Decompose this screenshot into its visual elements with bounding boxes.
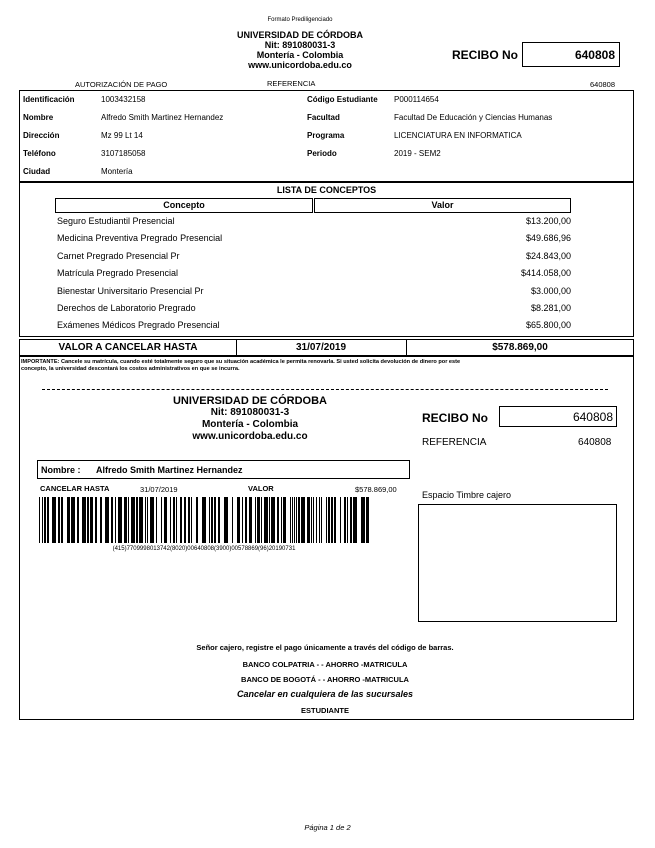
reference-label: REFERENCIA: [267, 79, 316, 88]
barcode-bar: [292, 497, 293, 543]
barcode-bar: [224, 497, 228, 543]
barcode-bar: [196, 497, 198, 543]
barcode-bar: [173, 497, 175, 543]
barcode-bar: [311, 497, 312, 543]
stub-value-amount: $578.869,00: [355, 485, 397, 494]
barcode-bar: [242, 497, 243, 543]
barcode-bar: [176, 497, 177, 543]
info-value: Mz 99 Lt 14: [101, 131, 143, 140]
barcode-bar: [366, 497, 369, 543]
concepts-box: [19, 182, 634, 337]
barcode-bar: [156, 497, 157, 543]
barcode-bar: [321, 497, 322, 543]
barcode-bar: [257, 497, 260, 543]
concept-name: Seguro Estudiantil Presencial: [57, 216, 175, 226]
barcode-bar: [42, 497, 43, 543]
barcode-bar: [39, 497, 40, 543]
barcode-bar: [139, 497, 143, 543]
cashier-stamp-box: [418, 504, 617, 622]
cashier-message: Señor cajero, registre el pago únicamente a través del código de barras.: [196, 643, 454, 652]
barcode-bar: [353, 497, 357, 543]
barcode-bar: [161, 497, 162, 543]
info-value: 1003432158: [101, 95, 146, 104]
barcode-bar: [281, 497, 282, 543]
barcode: [39, 497, 369, 543]
info-value: P000114654: [394, 95, 439, 104]
barcode-bar: [261, 497, 262, 543]
info-value: Facultad De Educación y Ciencias Humanas: [394, 113, 553, 122]
barcode-bar: [214, 497, 216, 543]
barcode-bar: [301, 497, 305, 543]
info-value: Alfredo Smith Martinez Hernandez: [101, 113, 224, 122]
info-value: 2019 - SEM2: [394, 149, 441, 158]
stub-receipt-box: [499, 406, 617, 427]
value-header-cell: [314, 198, 571, 213]
university-nit: Nit: 891080031-3: [264, 40, 336, 50]
total-label: VALOR A CANCELAR HASTA: [58, 342, 198, 353]
barcode-bar: [115, 497, 116, 543]
barcode-bar: [237, 497, 240, 543]
concept-name: Medicina Preventiva Pregrado Presencial: [57, 233, 223, 243]
barcode-bar: [118, 497, 122, 543]
barcode-bar: [334, 497, 336, 543]
barcode-bar: [52, 497, 56, 543]
info-row: [20, 131, 633, 148]
stub-reference-label: REFERENCIA: [422, 437, 487, 448]
barcode-bar: [145, 497, 146, 543]
info-row: [20, 149, 633, 166]
barcode-bar: [209, 497, 210, 543]
stub-name-label: Nombre :: [41, 465, 81, 475]
info-label: Periodo: [307, 149, 337, 158]
page-number: Página 1 de 2: [304, 823, 351, 832]
concept-value: $49.686,96: [525, 233, 571, 243]
barcode-bar: [245, 497, 247, 543]
cut-line: [42, 389, 608, 390]
barcode-bar: [340, 497, 341, 543]
info-value: LICENCIATURA EN INFORMATICA: [394, 131, 522, 140]
copy-label: ESTUDIANTE: [301, 706, 349, 715]
university-city: Montería - Colombia: [256, 50, 344, 60]
info-label: Teléfono: [23, 149, 56, 158]
notice-line: concepto, la universidad descontará los costos administrativos en que se incurra.: [21, 366, 240, 372]
info-label: Programa: [307, 131, 345, 140]
concept-name: Derechos de Laboratorio Pregrado: [57, 303, 196, 313]
info-value: Montería: [101, 167, 133, 176]
barcode-bar: [344, 497, 346, 543]
stub-cancel-label: CANCELAR HASTA: [40, 484, 110, 493]
barcode-bar: [95, 497, 97, 543]
auth-label: AUTORIZACIÓN DE PAGO: [75, 80, 168, 89]
concept-value: $24.843,00: [525, 251, 571, 261]
barcode-bar: [184, 497, 186, 543]
barcode-bar: [105, 497, 109, 543]
barcode-bar: [136, 497, 138, 543]
barcode-bar: [277, 497, 279, 543]
barcode-bar: [58, 497, 60, 543]
concept-header-cell: [55, 198, 313, 213]
concepts-title: LISTA DE CONCEPTOS: [276, 185, 377, 195]
concept-name: Exámenes Médicos Pregrado Presencial: [57, 320, 220, 330]
barcode-bar: [255, 497, 256, 543]
info-row: [20, 95, 633, 112]
info-label: Ciudad: [23, 167, 51, 176]
info-label: Dirección: [23, 131, 60, 140]
barcode-bar: [202, 497, 206, 543]
concept-name: Matrícula Pregrado Presencial: [57, 268, 179, 278]
stub-university-web: www.unicordoba.edu.co: [192, 431, 308, 442]
notice-line: IMPORTANTE: Cancele su matrícula, cuando esté totalmente seguro que su situación académica le permita renovarla. Si usted solicita devolución de dinero por este: [21, 359, 461, 365]
stub-name-box: [37, 460, 410, 479]
value-header: Valor: [431, 200, 454, 210]
stub-name-value: Alfredo Smith Martinez Hernandez: [96, 465, 243, 475]
barcode-bar: [296, 497, 297, 543]
stamp-label: Espacio Timbre cajero: [422, 490, 512, 500]
barcode-bar: [147, 497, 148, 543]
info-label: Facultad: [307, 113, 340, 122]
barcode-bar: [361, 497, 365, 543]
barcode-bar: [269, 497, 270, 543]
barcode-bar: [77, 497, 79, 543]
barcode-bar: [290, 497, 291, 543]
barcode-bar: [313, 497, 314, 543]
barcode-bar: [124, 497, 127, 543]
barcode-bar: [71, 497, 75, 543]
concept-value: $3.000,00: [530, 286, 571, 296]
info-label: Nombre: [23, 113, 54, 122]
concept-value: $8.281,00: [530, 303, 571, 313]
concept-name: Carnet Pregrado Presencial Pr: [57, 251, 180, 261]
barcode-bar: [328, 497, 330, 543]
barcode-bar: [271, 497, 275, 543]
stub-university-city: Montería - Colombia: [201, 419, 299, 430]
barcode-bar: [82, 497, 86, 543]
barcode-bar: [319, 497, 320, 543]
concept-value: $414.058,00: [520, 268, 571, 278]
stub-university-nit: Nit: 891080031-3: [210, 407, 290, 418]
receipt-number-box: [522, 42, 620, 67]
stub-cancel-date: 31/07/2019: [140, 485, 178, 494]
barcode-bar: [347, 497, 348, 543]
branches-note: Cancelar en cualquiera de las sucursales: [236, 689, 414, 699]
barcode-bar: [298, 497, 300, 543]
barcode-bar: [307, 497, 310, 543]
barcode-bar: [131, 497, 135, 543]
concept-value: $65.800,00: [525, 320, 571, 330]
barcode-bar: [283, 497, 286, 543]
stub-university-name: UNIVERSIDAD DE CÓRDOBA: [172, 395, 327, 407]
stub-reference-value: 640808: [578, 437, 612, 448]
barcode-bar: [211, 497, 213, 543]
barcode-bar: [44, 497, 46, 543]
barcode-bar: [61, 497, 63, 543]
barcode-bar: [90, 497, 93, 543]
barcode-text: (415)7709998013742(8020)00640808(3900)00578869(96)20190731: [112, 546, 296, 552]
barcode-bar: [188, 497, 190, 543]
student-info-box: [19, 90, 634, 182]
info-row: [20, 113, 633, 130]
preformat-label: Formato Prediligenciado: [267, 17, 333, 23]
barcode-bar: [111, 497, 113, 543]
receipt-label: RECIBO No: [452, 48, 518, 62]
barcode-bar: [180, 497, 182, 543]
barcode-bar: [100, 497, 102, 543]
barcode-bar: [294, 497, 295, 543]
barcode-bar: [150, 497, 154, 543]
barcode-bar: [67, 497, 70, 543]
barcode-bar: [249, 497, 252, 543]
info-label: Identificación: [23, 95, 75, 104]
concept-value: $13.200,00: [525, 216, 571, 226]
stub-receipt-number: 640808: [572, 410, 613, 424]
barcode-bar: [47, 497, 49, 543]
total-row: [19, 339, 634, 356]
concept-header: Concepto: [163, 200, 205, 210]
reference-value: 640808: [590, 80, 616, 89]
university-web: www.unicordoba.edu.co: [248, 60, 352, 70]
university-name: UNIVERSIDAD DE CÓRDOBA: [236, 30, 363, 40]
info-value: 3107185058: [101, 149, 146, 158]
bank-line: BANCO DE BOGOTÁ - - AHORRO -MATRICULA: [241, 675, 409, 684]
total-date: 31/07/2019: [295, 342, 347, 353]
barcode-bar: [191, 497, 192, 543]
concept-name: Bienestar Universitario Presencial Pr: [57, 286, 204, 296]
barcode-bar: [164, 497, 167, 543]
barcode-bar: [232, 497, 233, 543]
barcode-bar: [87, 497, 89, 543]
total-amount: $578.869,00: [492, 342, 548, 353]
barcode-bar: [331, 497, 333, 543]
bank-line: BANCO COLPATRIA - - AHORRO -MATRICULA: [242, 660, 408, 669]
barcode-bar: [218, 497, 220, 543]
barcode-bar: [350, 497, 352, 543]
stub-receipt-label: RECIBO No: [422, 411, 488, 425]
important-notice: [21, 359, 633, 373]
barcode-bar: [128, 497, 129, 543]
barcode-bar: [170, 497, 171, 543]
barcode-bar: [316, 497, 317, 543]
receipt-number: 640808: [574, 48, 615, 62]
info-label: Código Estudiante: [307, 95, 378, 104]
barcode-bar: [326, 497, 327, 543]
stub-value-label: VALOR: [248, 484, 274, 493]
barcode-bar: [264, 497, 268, 543]
